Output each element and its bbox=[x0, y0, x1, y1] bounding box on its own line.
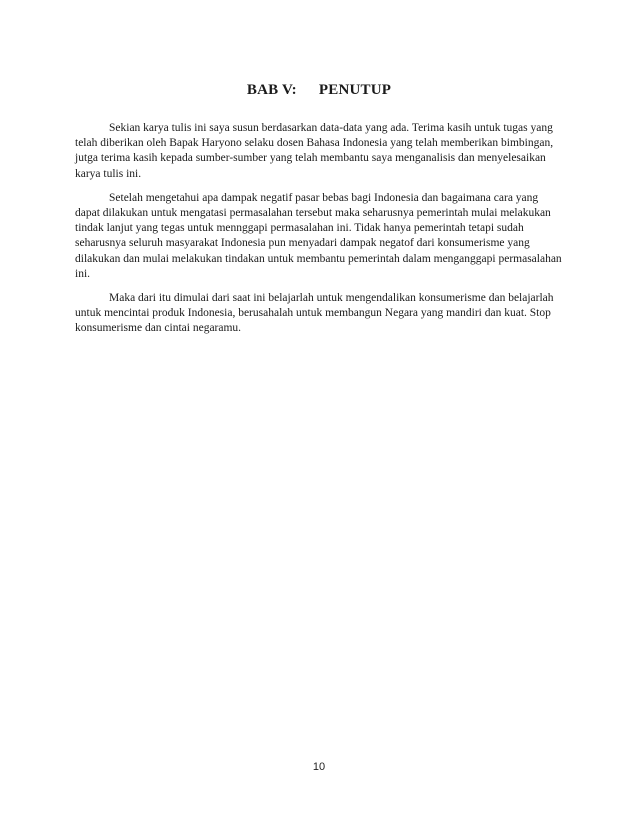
chapter-title: PENUTUP bbox=[318, 82, 392, 98]
chapter-heading bbox=[0, 82, 638, 99]
page-number: 10 bbox=[312, 761, 326, 773]
chapter-number: BAB V: bbox=[246, 82, 297, 98]
paragraph-2: Setelah mengetahui apa dampak negatif pasar bebas bagi Indonesia dan bagaimana cara yang dapat dilakukan untuk mengatasi permasalahan tersebut maka seharusnya pemerintah mulai melakukan tindak lanjut yang tegas untuk mennggapi permasalahan ini. Tidak hanya pemerintah tetapi sudah seharusnya seluruh masyarakat Indonesia pun menyadari dampak negatof dari konsumerisme yang dilakukan dan mulai melakukan tindakan untuk membantu pemerintah dalam menganggapi permasalahan ini. bbox=[75, 191, 562, 280]
paragraph-3: Maka dari itu dimulai dari saat ini belajarlah untuk mengendalikan konsumerisme dan belajarlah untuk mencintai produk Indonesia, berusahalah untuk membangun Negara yang mandiri dan kuat. Stop konsumerisme dan cintai negaramu. bbox=[75, 292, 554, 335]
paragraph-1: Sekian karya tulis ini saya susun berdasarkan data-data yang ada. Terima kasih untuk tugas yang telah diberikan oleh Bapak Haryono selaku dosen Bahasa Indonesia yang telah memberikan bimbingan, jutga terima kasih kepada sumber-sumber yang telah membantu saya menganalisis dan menyelesaikan karya tulis ini. bbox=[75, 122, 554, 180]
body-text bbox=[75, 121, 564, 346]
